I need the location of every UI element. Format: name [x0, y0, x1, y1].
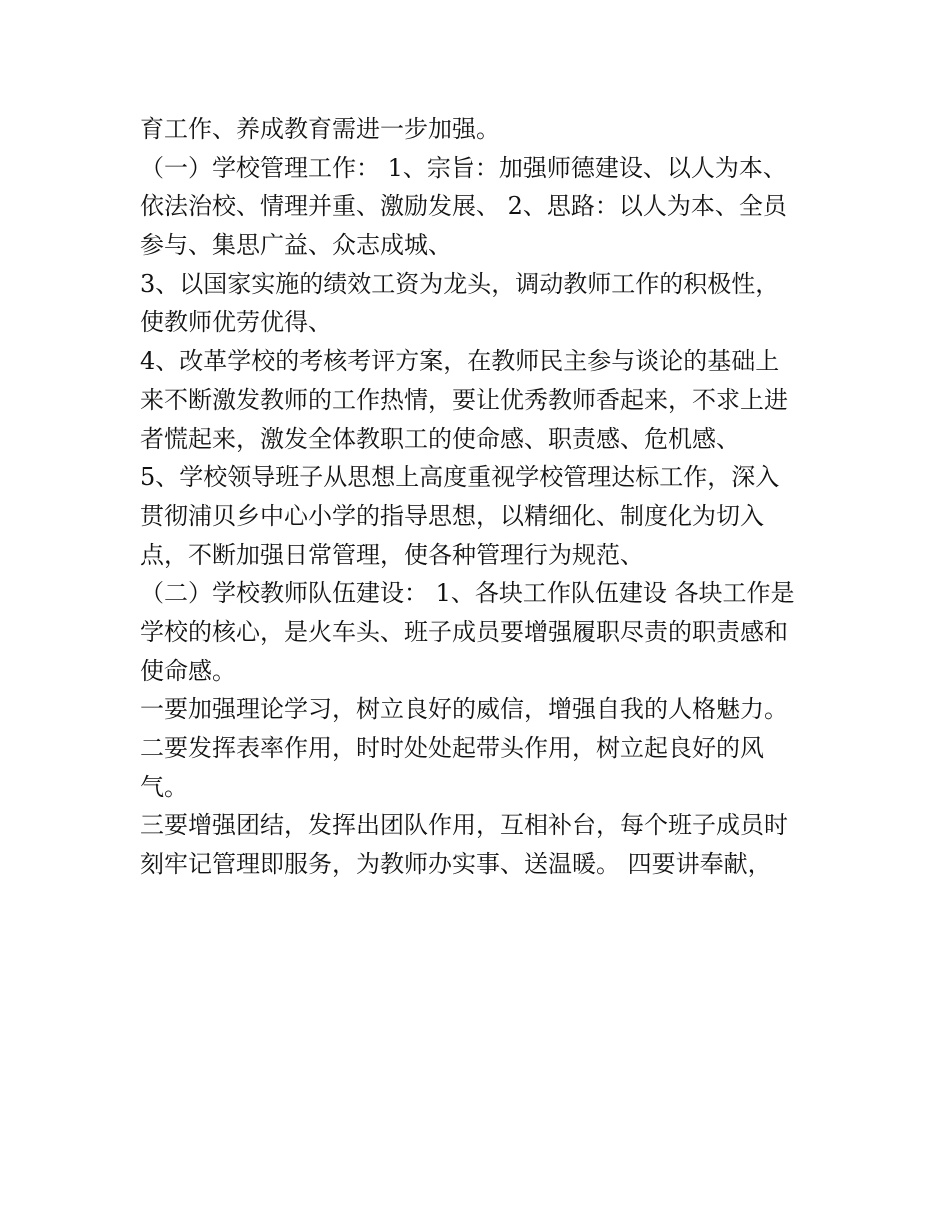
text-line: 来不断激发教师的工作热情，要让优秀教师香起来，不求上进 — [140, 385, 788, 414]
text-line: 4、改革学校的考核考评方案，在教师民主参与谈论的基础上 — [140, 347, 780, 376]
text-line: 5、学校领导班子从思想上高度重视学校管理达标工作，深入 — [140, 463, 780, 492]
text-line: 者慌起来，激发全体教职工的使命感、职责感、危机感、 — [140, 424, 740, 453]
text-line: （一）学校管理工作： 1、宗旨：加强师德建设、以人为本、 — [140, 153, 787, 182]
text-line: 学校的核心，是火车头、班子成员要增强履职尽责的职责感和 — [140, 617, 788, 646]
text-line: 气。 — [140, 772, 188, 801]
text-line: 贯彻浦贝乡中心小学的指导思想，以精细化、制度化为切入 — [140, 501, 764, 530]
text-line: 参与、集思广益、众志成城、 — [140, 231, 452, 260]
text-line: 使命感。 — [140, 656, 236, 685]
text-line: 刻牢记管理即服务，为教师办实事、送温暖。 四要讲奉献， — [140, 850, 772, 879]
text-line: 二要发挥表率作用，时时处处起带头作用，树立起良好的风 — [140, 734, 764, 762]
text-line: 一要加强理论学习，树立良好的威信，增强自我的人格魅力。 — [140, 695, 788, 724]
text-line: 使教师优劳优得、 — [140, 308, 332, 337]
text-line: 依法治校、情理并重、激励发展、 2、思路：以人为本、全员 — [140, 192, 787, 221]
text-line: 三要增强团结，发挥出团队作用，互相补台，每个班子成员时 — [140, 811, 788, 840]
text-line: 点，不断加强日常管理，使各种管理行为规范、 — [140, 540, 644, 569]
text-line: 3、以国家实施的绩效工资为龙头，调动教师工作的积极性， — [140, 269, 780, 298]
document-body — [140, 110, 820, 884]
text-line: 育工作、养成教育需进一步加强。 — [140, 115, 500, 143]
text-line: （二）学校教师队伍建设： 1、各块工作队伍建设 各块工作是 — [140, 579, 795, 608]
